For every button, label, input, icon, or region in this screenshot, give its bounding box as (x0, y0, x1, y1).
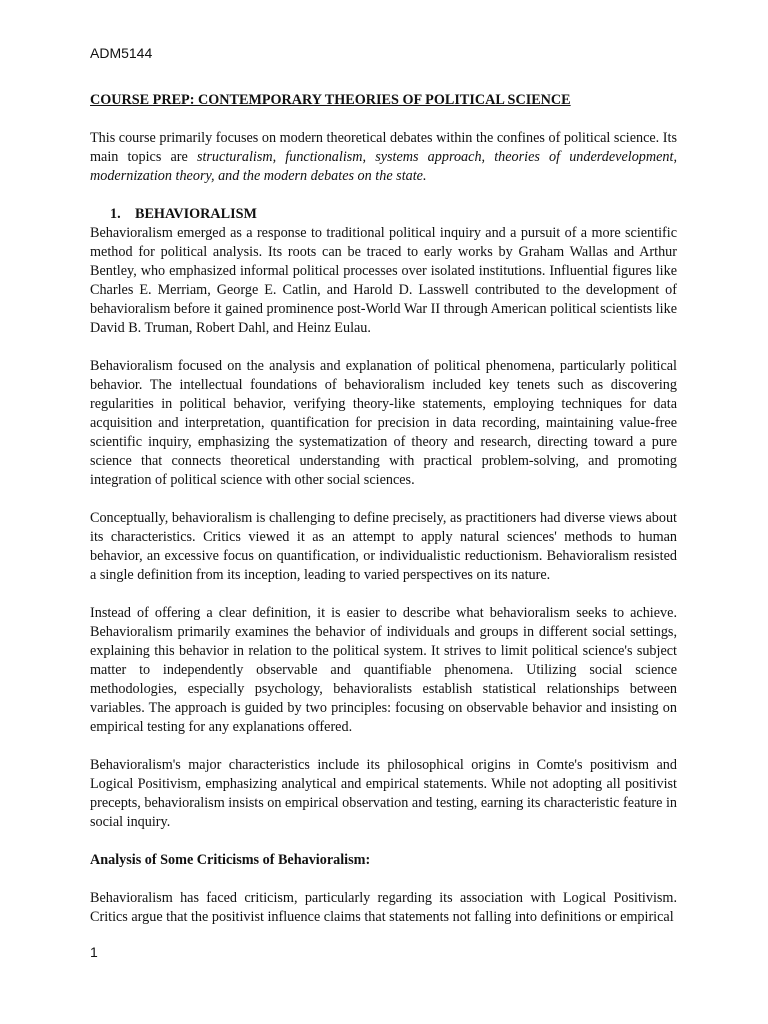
body-paragraph: Behavioralism's major characteristics include its philosophical origins in Comte's positivism and Logical Positivism, emphasizing analytical and empirical statements. While not adopting all positivist precepts, behavioralism insists on empirical observation and testing, earning its characteristic feature in social inquiry. (90, 757, 678, 830)
section-heading-behavioralism (90, 205, 677, 224)
section-number: 1. (110, 206, 121, 222)
page-number: 1 (90, 944, 98, 960)
section-heading-text: BEHAVIORALISM (135, 206, 257, 222)
document-header: ADM5144 (90, 45, 153, 61)
intro-lead: This course primarily focuses on modern theoretical debates within the confines of political science. Its main topics are (90, 130, 677, 165)
document-title: COURSE PREP: CONTEMPORARY THEORIES OF POLITICAL SCIENCE (90, 92, 571, 108)
body-paragraph: Instead of offering a clear definition, it is easier to describe what behavioralism seeks to achieve. Behavioralism primarily examines the behavior of individuals and groups in different social settings, explaining this behavior in relation to the political system. It strives to limit political science's subject matter to independently observable and quantifiable phenomena. Utilizing social science methodologies, especially psychology, behavioralists establish statistical relationships between variables. The approach is guided by two principles: focusing on observable behavior and insisting on empirical testing for any explanations offered. (90, 605, 677, 735)
body-paragraph: Behavioralism emerged as a response to traditional political inquiry and a pursuit of a more scientific method for political analysis. Its roots can be traced to early works by Graham Wallas and Arthur Bentley, who emphasized informal political processes over isolated institutions. Influential figures like Charles E. Merriam, George E. Catlin, and Harold D. Lasswell contributed to the development of behavioralism before it gained prominence post-World War II through American political scientists like David B. Truman, Robert Dahl, and Heinz Eulau. (90, 225, 677, 336)
body-paragraph: Conceptually, behavioralism is challenging to define precisely, as practitioners had diverse views about its characteristics. Critics viewed it as an attempt to apply natural sciences' methods to human behavior, an excessive focus on quantification, or individualistic reductionism. Behavioralism resisted a single definition from its inception, leading to varied perspectives on its nature. (90, 510, 677, 583)
body-paragraph: Behavioralism focused on the analysis and explanation of political phenomena, particularly political behavior. The intellectual foundations of behavioralism included key tenets such as discovering regularities in political behavior, verifying theory-like statements, employing techniques for data acquisition and interpretation, quantification for precision in data recording, maintaining value-free scientific inquiry, emphasizing the systematization of theory and research, directing toward a pure science that connects theoretical understanding with practical problem-solving, and promoting integration of political science with other social sciences. (90, 358, 677, 488)
criticisms-subheading: Analysis of Some Criticisms of Behavioralism: (90, 852, 371, 868)
intro-paragraph (90, 129, 677, 186)
criticism-paragraph: Behavioralism has faced criticism, particularly regarding its association with Logical Positivism. Critics argue that the positivist influence claims that statements not falling into definitions or empirical (90, 890, 677, 925)
document-body (90, 91, 677, 946)
intro-topics: structuralism, functionalism, systems approach, theories of underdevelopment, modernization theory, and the modern debates on the state. (90, 149, 678, 184)
